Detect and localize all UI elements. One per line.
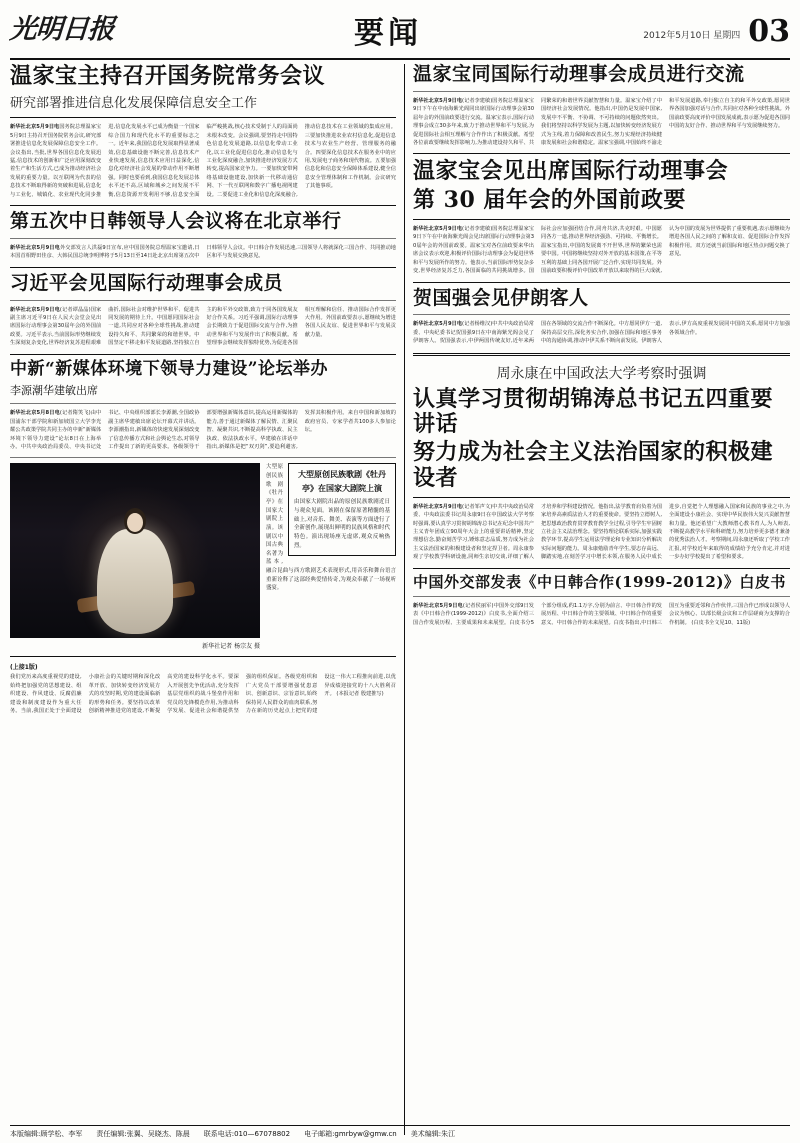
dateline: 新华社北京5月9日电 (413, 321, 463, 328)
performance-photo (10, 463, 260, 638)
left-column (10, 64, 405, 1135)
photo-sidebar-body: 由国家大剧院出品的原创民族歌剧近日与观众见面。该剧在保留原著精髓的基础上,对音乐、舞美、表演等方面进行了全新创作,展现出鲜明的民族风格和时代特色。演出现场座无虚席,观众反响热烈。 (294, 498, 390, 550)
article-white-paper (413, 574, 790, 628)
article-xi-jinping-meeting (10, 273, 396, 348)
page-title: 要闻 (354, 16, 422, 51)
article-wen-meets-former-leaders (413, 159, 790, 275)
reporter-credit: (记者杨维汉) (462, 321, 493, 328)
page-columns (10, 60, 790, 1135)
reporter-credit: (记者隋笑飞) (59, 410, 91, 417)
performer-body (97, 529, 173, 634)
body-text: 国务院总理温家宝5月9日主持召开国务院常务会议,研究部署推进信息化发展保障信息安全工作。会议指出,当批,世界各国信息化发展迅猛,信息技术的创新和广泛应用深刻改变着生产和生活方式,已成为推动经济社会发展的重要力量。以互联网为代表的信息技术不断取得新的突破和进展,信息化与工业化、城镇化、农业现代化同步推进,信息化发展水平已成为衡量一个国家综合国力和现代化水平的重要标志之一。近年来,我国信息化发展取得显著成效,信息基础设施不断完善,信息技术产业快速发展,信息技术应用日益深化,信息化对经济社会发展的带动作用不断增强。同时也要看到,我国信息化发展总体水平还不高,区域和城乡之间发展不平衡,信息资源开发利用不够,信息安全面临严峻挑战,核心技术受制于人的局面尚未根本改变。会议强调,要坚持走中国特色信息化发展道路,以信息化带动工业化,以工业化促进信息化,推动信息化与工业化深度融合,加快推进经济发展方式转变,提高国家竞争力。一要加快宽带网络基础设施建设,加快新一代移动通信网、下一代互联网和数字广播电视网建设。二要促进工业化和信息化深度融合,推动信息技术在工业领域的集成应用。三要加快推进农业农村信息化,促进信息技术与农业生产经营、管理服务的融合。四要深化信息技术在服务业中的应用,发展电子商务和现代物流。五要加强信息化和信息安全保障体系建设,健全信息安全管理体制和工作机制。会议研究了其他事项。 (10, 124, 396, 198)
reporter-credit: (记者谭晶晶) (59, 306, 91, 313)
article-body (413, 503, 790, 562)
article-body (413, 602, 790, 627)
dateline: 新华社北京5月9日电 (413, 225, 463, 232)
page-number: 03 (748, 14, 790, 49)
photo-credit: 新华社记者 杨宗友 摄 (202, 643, 260, 651)
article-trilateral-summit (10, 211, 396, 261)
article-body (10, 244, 396, 261)
dateline: 新华社北京5月9日电 (413, 503, 463, 510)
body-text: 国务院总理温家宝9日下午在中南海紫光阁会见出席国际行动理事会第30届年会的外国前政要。温家宝对各位前政要来华出席会议表示欢迎,积极评价国际行动理事会为促进世界和平与发展所作的努力。他表示,当前国际形势复杂多变,世界经济复苏乏力,各国面临的共同挑战增多。国际社会应加强团结合作,同舟共济,共克时艰。中国愿同各方一道,推动世界经济强劲、可持续、平衡增长。温家宝指出,中国的发展离不开世界,世界的繁荣也需要中国。中国将继续坚持对外开放的基本国策,在平等互利的基础上同各国开展广泛合作,实现共同发展。外国前政要积极评价中国改革开放以来取得的巨大成就,认为中国的发展为世界提供了重要机遇,表示愿继续为增进各国人民之间的了解和友谊、促进国际合作发挥积极作用。双方还就当前国际和地区热点问题交换了意见。 (413, 225, 790, 275)
body-text: 我们党历来高度重视党的建设,始终把加强党的思想建设、组织建设、作风建设、反腐倡廉建设和制度建设作为重大任务。当前,我国正处于全面建设小康社会的关键时期和深化改革开放、加快转变经济发展方式的攻坚时期,党的建设面临新的形势和任务。要坚持以改革创新精神推进党的建设,不断提高党的建设科学化水平。要深入开展创先争优活动,充分发挥基层党组织的战斗堡垒作用和党员的先锋模范作用,为推动科学发展、促进社会和谐提供坚强的组织保证。各级党组织和广大党员干部要增强忧患意识、创新意识、宗旨意识,始终保持同人民群众的血肉联系,努力在新的历史起点上把党的建设这一伟大工程推向前进,以优异成绩迎接党的十八大胜利召开。 (10, 674, 396, 715)
headline: 温家宝同国际行动理事会成员进行交流 (413, 63, 745, 85)
article-body (413, 320, 790, 345)
byline: 李源潮华建敏出席 (10, 384, 98, 398)
photo-sidebar (288, 463, 396, 556)
article-body (10, 123, 396, 199)
dateline: 新华社北京5月9日电 (413, 603, 463, 609)
headline-line2: 第 30 届年会的外国前政要 (413, 186, 686, 213)
headline: 贺国强会见伊朗客人 (413, 286, 589, 309)
masthead-right (640, 6, 790, 49)
body-text: 中国外交部9日发表《中日韩合作(1999-2012)》白皮书,全面介绍三国合作发展历程、主要成果和未来展望。白皮书分5个部分组成,约1.1万字,分别为前言、中日韩合作的发展历程、中日韩合作的主要领域、中日韩合作的重要意义、中日韩合作的未来展望。白皮书指出,中日韩三国互为重要近邻和合作伙伴,三国合作已形成以领导人会议为核心、以部长级会议和工作层磋商为支撑的合作机制。 (413, 603, 790, 626)
headline: 中新“新媒体环境下领导力建设”论坛举办 (10, 358, 329, 379)
publication-date: 2012年5月10日 星期四 (643, 31, 741, 41)
headline-line1: 认真学习贯彻胡锦涛总书记五四重要讲话 (413, 385, 774, 437)
footer-item-responsible-editor: 责任编辑:张翼、吴晓杰、陈晨 (96, 1130, 190, 1138)
editor-note: (本报记者 殷建推写) (336, 691, 384, 698)
headline: 中国外交部发表《中日韩合作(1999-2012)》白皮书 (413, 572, 786, 591)
headline: 习近平会见国际行动理事会成员 (10, 271, 284, 294)
body-text: 由中国浦东干部学院和新加坡国立大学李光耀公共政策学院共同主办的中新“新媒体环境下领导力建设”论坛8日在上海举办。中共中央政治局委员、中央书记处书记、中央组织部部长李源潮,全国政协副主席华建敏出席论坛开幕式并讲话。李源潮指出,新媒体的快速发展深刻改变了信息传播方式和社会舆论生态,对领导工作提出了新的更高要求。各级领导干部要增强新媒体意识,提高运用新媒体的能力,善于通过新媒体了解民情、汇聚民智、凝聚共识,不断提高科学执政、民主执政、依法执政水平。华建敏在讲话中指出,新媒体是把“双刃剑”,要趋利避害,发挥其积极作用。来自中国和新加坡的政府官员、专家学者共100多人参加论坛。 (10, 410, 396, 450)
newspaper-logo: 光明日报 (8, 13, 115, 45)
article-body (10, 409, 396, 451)
footer-item-editor: 本版编辑:顾学松、李军 (10, 1130, 83, 1138)
footer-item-phone: 联系电话:010—67078802 (203, 1130, 291, 1138)
continued-label: (上接1版) (10, 664, 38, 672)
right-column (405, 64, 790, 1135)
reporter-credit: (记者邹声文) (462, 503, 493, 510)
article-body (10, 673, 396, 715)
photo-block (10, 463, 396, 650)
headline: 第五次中日韩领导人会议将在北京举行 (10, 210, 342, 233)
white-paper-note: (白皮书全文见10、11版) (691, 619, 751, 626)
dateline: 新华社北京5月9日电 (413, 97, 463, 104)
article-he-guoqiang-iran (413, 288, 790, 346)
body-text: 中共中央政治局常委、中央纪委书记贺国强9日在中南海紫光阁会见了伊朗客人。贺国强表示,中伊两国传统友好,近年来两国在各领域的交流合作不断深化。中方愿同伊方一道,保持高层交往,深化务实合作,加强在国际和地区事务中的沟通协调,推动中伊关系不断向前发展。伊朗客人表示,伊方高度重视发展同中国的关系,愿同中方加强各领域合作。 (413, 321, 790, 345)
photo-caption: 大型原创民族歌剧《牡丹亭》在国家大剧院上演。该剧以中国古典名著为蓝本,融合昆曲与西方歌剧艺术表现形式,用音乐和舞台语言重新诠释了这部经典爱情传奇,为观众奉献了一场视听盛宴。 (266, 464, 396, 592)
article-body (413, 97, 790, 148)
article-wen-jiabao-state-council (10, 64, 396, 199)
reporter-credit: (记者李建敏) (462, 97, 493, 104)
dateline: 新华社北京5月8日电 (10, 410, 60, 417)
article-body (10, 306, 396, 348)
masthead (10, 6, 790, 60)
body-text: 国家副主席习近平9日在人民大会堂会见出席国际行动理事会第30届年会的外国前政要。习近平表示,当前国际形势继续发生深刻复杂变化,世界经济复苏进程艰难曲折,国际社会对维护世界和平、促进共同发展的期待上升。中国愿同国际社会一道,共同应对各种全球性挑战,推动建设持久和平、共同繁荣的和谐世界。中国坚定不移走和平发展道路,坚持独立自主的和平外交政策,致力于同各国发展友好合作关系。习近平强调,国际行动理事会长期致力于促进国际交流与合作,为推动世界和平与发展作出了积极贡献。希望理事会继续发挥独特优势,为促进各国相互理解和信任、推动国际合作发挥更大作用。外国前政要表示,愿继续为增进各国人民友谊、促进世界和平与发展贡献力量。 (10, 306, 396, 347)
article-body (413, 225, 790, 276)
body-text: 外交部发言人洪磊9日宣布,应中国国务院总理温家宝邀请,日本国首相野田佳彦、大韩民国总统李明博将于5月13日至14日赴北京出席第五次中日韩领导人会议。中日韩合作发展迅速,三国领导人将就深化三国合作、共同推动地区和平与发展交换意见。 (10, 244, 396, 260)
body-text: 中共中央政治局常委、中央政法委书记周永康9日在中国政法大学考察时强调,要认真学习贯彻胡锦涛总书记在纪念中国共产主义青年团成立90周年大会上的重要讲话精神,坚定理想信念,勤奋刻苦学习,锤炼意志品质,努力成为社会主义法治国家的积极建设者和坚定捍卫者。周永康参观了学校教学科研设施,同师生亲切交谈,详细了解人才培养和学科建设情况。他指出,法学教育肩负着为国家培养高素质法治人才的重要使命。要坚持立德树人,把思想政治教育贯穿教育教学全过程,引导学生牢固树立社会主义法治理念。要坚持理论联系实际,加强实践教学环节,提高学生运用法学理论和专业知识分析解决实际问题的能力。周永康勉励青年学生,要志存高远、脚踏实地,在刻苦学习中增长本领,在服务人民中成长进步,自觉把个人理想融入国家和民族的事业之中,为全面建设小康社会、实现中华民族伟大复兴贡献智慧和力量。他还希望广大教师潜心教书育人,为人师表,不断提高教学水平和科研能力,努力培养更多德才兼备的优秀法治人才。考察期间,周永康还听取了学校工作汇报,对学校近年来取得的成绩给予充分肯定,并对进一步办好学校提出了希望和要求。 (413, 503, 790, 561)
dateline: 新华社北京5月9日电 (10, 244, 60, 251)
headline-line1: 温家宝会见出席国际行动理事会 (413, 158, 729, 185)
reporter-credit: (记者侯丽军) (462, 603, 494, 609)
headline-line2: 努力成为社会主义法治国家的积极建设者 (413, 439, 774, 491)
reporter-credit: (记者李建敏) (462, 225, 493, 232)
footer-item-email: 电子邮箱:gmrbyw@gmw.cn (304, 1130, 397, 1138)
photo-sidebar-title: 大型原创民族歌剧《牡丹亭》在国家大剧院上演 (298, 469, 386, 493)
article-zhou-yongkang-university (413, 363, 790, 562)
dateline: 新华社北京5月9日电 (10, 306, 60, 313)
footer-item-art-editor: 美术编辑:朱江 (410, 1130, 456, 1138)
dateline: 新华社北京5月9日电 (10, 124, 60, 131)
article-continued-from-page1 (10, 662, 396, 715)
headline: 温家宝主持召开国务院常务会议 (10, 63, 326, 89)
subheadline: 研究部署推进信息化发展保障信息安全工作 (10, 96, 258, 112)
article-wen-exchange (413, 64, 790, 147)
article-new-media-forum (10, 360, 396, 452)
kicker: 周永康在中国政法大学考察时强调 (496, 365, 707, 382)
page-footer (10, 1125, 790, 1139)
body-text: 国务院总理温家宝9日下午在中南海紫光阁同出席国际行动理事会第30届年会的外国前政要进行交流。温家宝表示,国际行动理事会成立30多年来,致力于推动世界和平与发展,为促进国际社会相互理解与合作作出了积极贡献。希望各位前政要继续发挥影响力,为推动建设持久和平、共同繁荣的和谐世界贡献智慧和力量。温家宝介绍了中国经济社会发展情况。他指出,中国仍是发展中国家,发展中不平衡、不协调、不可持续的问题依然突出。我们将坚持以科学发展为主题,以加快转变经济发展方式为主线,着力保障和改善民生,努力实现经济持续健康发展和社会和谐稳定。温家宝强调,中国始终不渝走和平发展道路,奉行独立自主的和平外交政策,愿同世界各国加强对话与合作,共同应对各种全球性挑战。外国前政要高度评价中国发展成就,表示愿为促进各国同中国的友好合作、推动世界和平与发展继续努力。 (413, 97, 790, 146)
